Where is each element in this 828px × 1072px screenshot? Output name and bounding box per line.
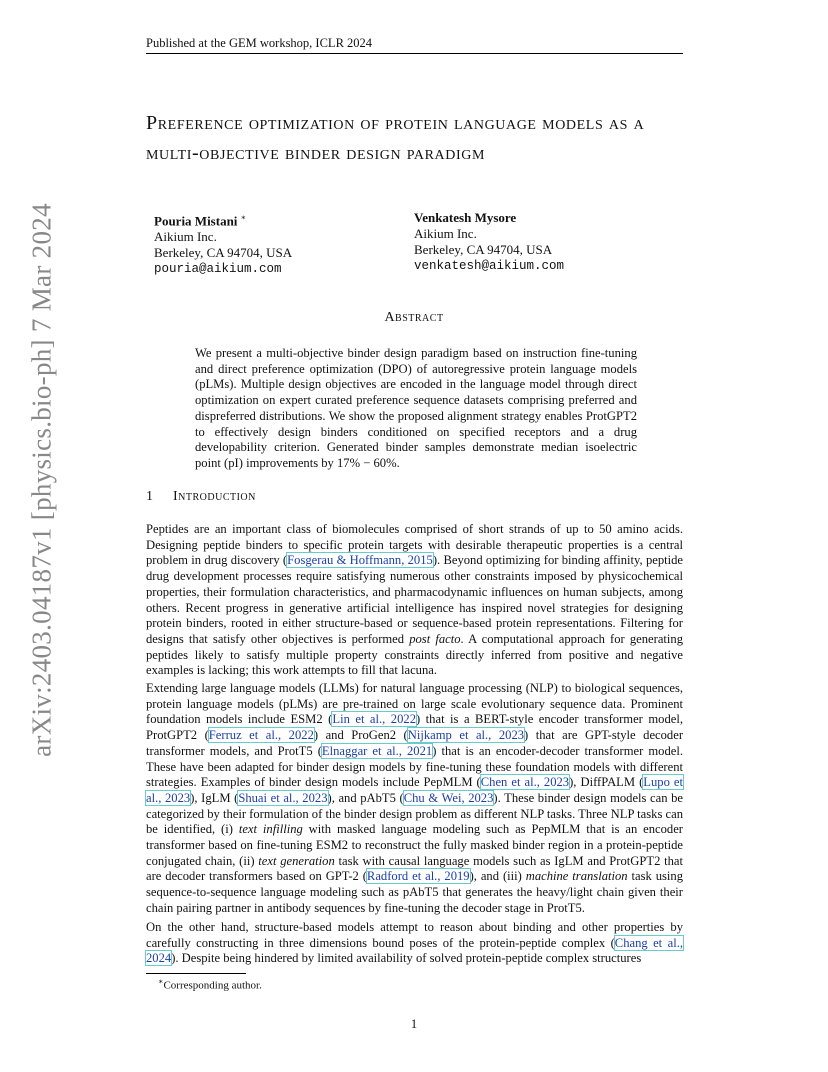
paragraph-3 — [146, 920, 683, 967]
citation-link[interactable]: Fosgerau & Hoffmann, 2015 — [287, 553, 433, 568]
citation-link[interactable]: Chen et al., 2023 — [480, 775, 570, 790]
footnote-mark: ∗ — [158, 977, 164, 986]
text-run: ) and ProGen2 ( — [313, 728, 408, 743]
author-name: Venkatesh Mysore — [414, 210, 517, 225]
citation-link[interactable]: Elnaggar et al., 2021 — [321, 743, 433, 758]
italic-term: text generation — [258, 853, 335, 868]
author-block-1 — [154, 210, 292, 277]
italic-term: machine translation — [525, 869, 628, 884]
footnote — [158, 977, 262, 992]
author-affiliation: Aikium Inc. — [154, 229, 217, 245]
abstract-text: We present a multi-objective binder design paradigm based on instruction fine-tuning and direct preference optimization (DPO) of autoregressive protein language models (pLMs). Multiple design objectives are encoded in the language model through direct optimization on expert curated preference sequence datasets comprising preferred and dispreferred distributions. We show the proposed alignment strategy enables ProtGPT2 to effectively design binders conditioned on specified receptors and a drug developability criterion. Generated binder samples demonstrate median isoelectric point (pI) improvements by 17% − 60%. — [195, 346, 637, 470]
author-block-2 — [414, 210, 564, 274]
citation-link[interactable]: Ferruz et al., 2022 — [208, 728, 314, 743]
text-run: ). Despite being hindered by limited availability of solved protein-peptide complex structures — [171, 951, 642, 966]
citation-link[interactable]: Lin et al., 2022 — [332, 712, 416, 727]
italic-term: text infilling — [238, 822, 303, 837]
text-run: ) that is a BERT-style encoder transformer model, ProtGPT2 ( — [146, 712, 683, 743]
citation-link[interactable]: Chu & Wei, 2023 — [403, 790, 494, 805]
author-address: Berkeley, CA 94704, USA — [154, 245, 293, 261]
citation-link[interactable]: Nijkamp et al., 2023 — [407, 728, 525, 743]
arxiv-stamp[interactable] — [20, 203, 64, 757]
text-run: ). These binder design models can be categorized by their formulation of the binder design problem as different NLP tasks. Three NLP tasks can be identified, (i) — [146, 790, 684, 837]
section-number: 1 — [146, 489, 154, 504]
paragraph-1 — [146, 522, 683, 679]
citation-link[interactable]: Lupo et al., 2023 — [146, 775, 683, 805]
section-heading — [146, 489, 256, 505]
text-run: task using sequence-to-sequence language modeling such as pAbT5 that generates the heavy/light chain given their chain pairing partner in antibody sequences by fine-tuning the decoder stage in ProtT5. — [146, 869, 683, 915]
text-run: ), and pAbT5 ( — [327, 790, 404, 805]
author-name: Pouria Mistani — [154, 213, 238, 229]
paper-title: Preference optimization of protein language models as a multi-objective binder design paradigm — [146, 112, 645, 164]
author-address: Berkeley, CA 94704, USA — [414, 242, 553, 257]
footnote-text: Corresponding author. — [163, 979, 262, 992]
text-run: ) that is an encoder-decoder transformer model. These have been adapted for binder design models by fine-tuning these foundation models with different strategies. Examples of binder design models include PepMLM ( — [146, 743, 683, 790]
text-run: On the other hand, structure-based models attempt to reason about binding and other properties by carefully constructing in three dimensions bound poses of the protein-peptide complex ( — [146, 920, 683, 950]
author-mark: ∗ — [240, 213, 247, 222]
header-rule — [146, 53, 683, 54]
author-email[interactable]: pouria@aikium.com — [154, 262, 282, 277]
text-run: task with causal language models such as IgLM and ProtGPT2 that are decoder transformers based on GPT-2 ( — [146, 853, 683, 884]
paragraph-2 — [146, 681, 683, 917]
abstract-heading: Abstract — [384, 310, 444, 325]
citation-link[interactable]: Chang et al., 2024 — [146, 935, 683, 966]
text-run: Extending large language models (LLMs) for natural language processing (NLP) to biological sequences, protein language models (pLMs) are pre-trained on large scale evolutionary sequence data. Prominent foundation models include ESM2 ( — [146, 681, 683, 727]
text-run: ), and (iii) — [469, 869, 526, 884]
text-run: Peptides are an important class of biomolecules comprised of short strands of up to 50 amino acids. Designing peptide binders to specific protein targets with desirable therapeutic properties is a central problem in drug discovery ( — [146, 522, 683, 568]
author-affiliation: Aikium Inc. — [414, 226, 477, 241]
italic-term: post facto — [409, 631, 461, 646]
text-run: ) that are GPT-style decoder transformer models, and ProtT5 ( — [146, 728, 684, 758]
text-run: . A computational approach for generating peptides likely to satisfy multiple property constraints directly inferred from positive and negative examples is lacking; this work attempts to fill that lacuna. — [146, 631, 684, 678]
text-run: ), IgLM ( — [190, 790, 239, 805]
section-title: Introduction — [173, 489, 256, 504]
footnote-rule — [146, 973, 246, 974]
arxiv-stamp-text: arXiv:2403.04187v1 [physics.bio-ph] 7 Mar 2024 — [26, 203, 57, 757]
citation-link[interactable]: Shuai et al., 2023 — [238, 790, 328, 805]
text-run: ). Beyond optimizing for binding affinity, peptide drug development processes require satisfying numerous other constraints imposed by physicochemical properties, their formulation characteristics, and pharmacodynamic influences on human subjects, among others. Recent progress in generative artificial intelligence has inspired novel strategies for designing protein binders, rooted in either structure-based or sequence-based protein representations. Filtering for designs that satisfy other objectives is performed — [146, 553, 684, 646]
text-run: ), DiffPALM ( — [569, 775, 644, 790]
citation-link[interactable]: Radford et al., 2019 — [366, 869, 470, 884]
text-run: with masked language modeling such as PepMLM that is an encoder transformer based on fine-tuning ESM2 to reconstruct the fully masked binder region in a protein-peptide conjugated chain, (ii) — [146, 822, 683, 868]
page-number: 1 — [410, 1017, 418, 1031]
running-header: Published at the GEM workshop, ICLR 2024 — [146, 36, 373, 50]
author-email[interactable]: venkatesh@aikium.com — [414, 259, 565, 273]
